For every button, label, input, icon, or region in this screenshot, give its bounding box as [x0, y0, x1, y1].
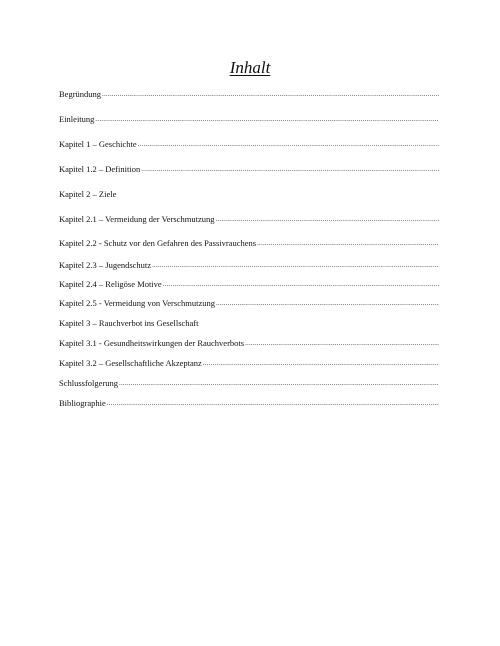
toc-dot-leader [245, 337, 439, 350]
toc-dot-leader [95, 113, 439, 126]
toc-entry-label: Kapitel 2.2 - Schutz vor den Gefahren des Passivrauchens [59, 238, 257, 248]
toc-entry [59, 377, 439, 390]
toc-entry-label: Kapitel 3.2 – Gesellschaftliche Akzeptanz [59, 358, 202, 368]
toc-entry-label: Schlussfolgerung [59, 378, 119, 388]
toc-entry [59, 213, 439, 226]
toc-entry-label: Kapitel 2.5 - Vermeidung von Verschmutzung [59, 298, 215, 308]
toc-entry-label: Begründung [59, 89, 102, 99]
toc-entry [59, 357, 439, 370]
toc-entry [59, 278, 439, 291]
toc-entry [59, 88, 439, 101]
toc-dot-leader [107, 397, 439, 410]
toc-entry-label: Kapitel 2.3 – Jugendschutz [59, 260, 152, 270]
toc-entry-label: Kapitel 2.1 – Vermeidung der Verschmutzung [59, 214, 215, 224]
toc-dot-leader [119, 377, 439, 390]
toc-entry-label: Kapitel 3 – Rauchverbot ins Gesellschaft [59, 318, 199, 328]
toc-entry [59, 337, 439, 350]
toc-entry [59, 317, 439, 330]
toc-entry-label: Kapitel 2 – Ziele [59, 189, 117, 199]
toc-dot-leader [216, 213, 440, 226]
toc-entry [59, 297, 439, 310]
toc-entry [59, 188, 439, 201]
toc-entry [59, 397, 439, 410]
toc-entry [59, 113, 439, 126]
toc-dot-leader [141, 163, 439, 176]
toc-entry-label: Kapitel 1 – Geschichte [59, 139, 137, 149]
toc-entry [59, 259, 439, 272]
toc-entry [59, 237, 439, 250]
toc-entry-label: Kapitel 2.4 – Religöse Motive [59, 279, 162, 289]
toc-dot-leader [102, 88, 439, 101]
toc-entry [59, 163, 439, 176]
toc-dot-leader [163, 278, 439, 291]
toc-dot-leader [203, 357, 439, 370]
toc-entry [59, 138, 439, 151]
toc-entry-label: Kapitel 3.1 - Gesundheitswirkungen der Rauchverbots [59, 338, 245, 348]
toc-dot-leader [152, 259, 439, 272]
toc-entry-label: Kapitel 1.2 – Definition [59, 164, 141, 174]
toc-dot-leader [216, 297, 439, 310]
toc-dot-leader [257, 237, 439, 250]
toc-entry-label: Bibliographie [59, 398, 106, 408]
page-title: Inhalt [229, 58, 271, 77]
toc-dot-leader [138, 138, 439, 151]
toc-entry-label: Einleitung [59, 114, 95, 124]
